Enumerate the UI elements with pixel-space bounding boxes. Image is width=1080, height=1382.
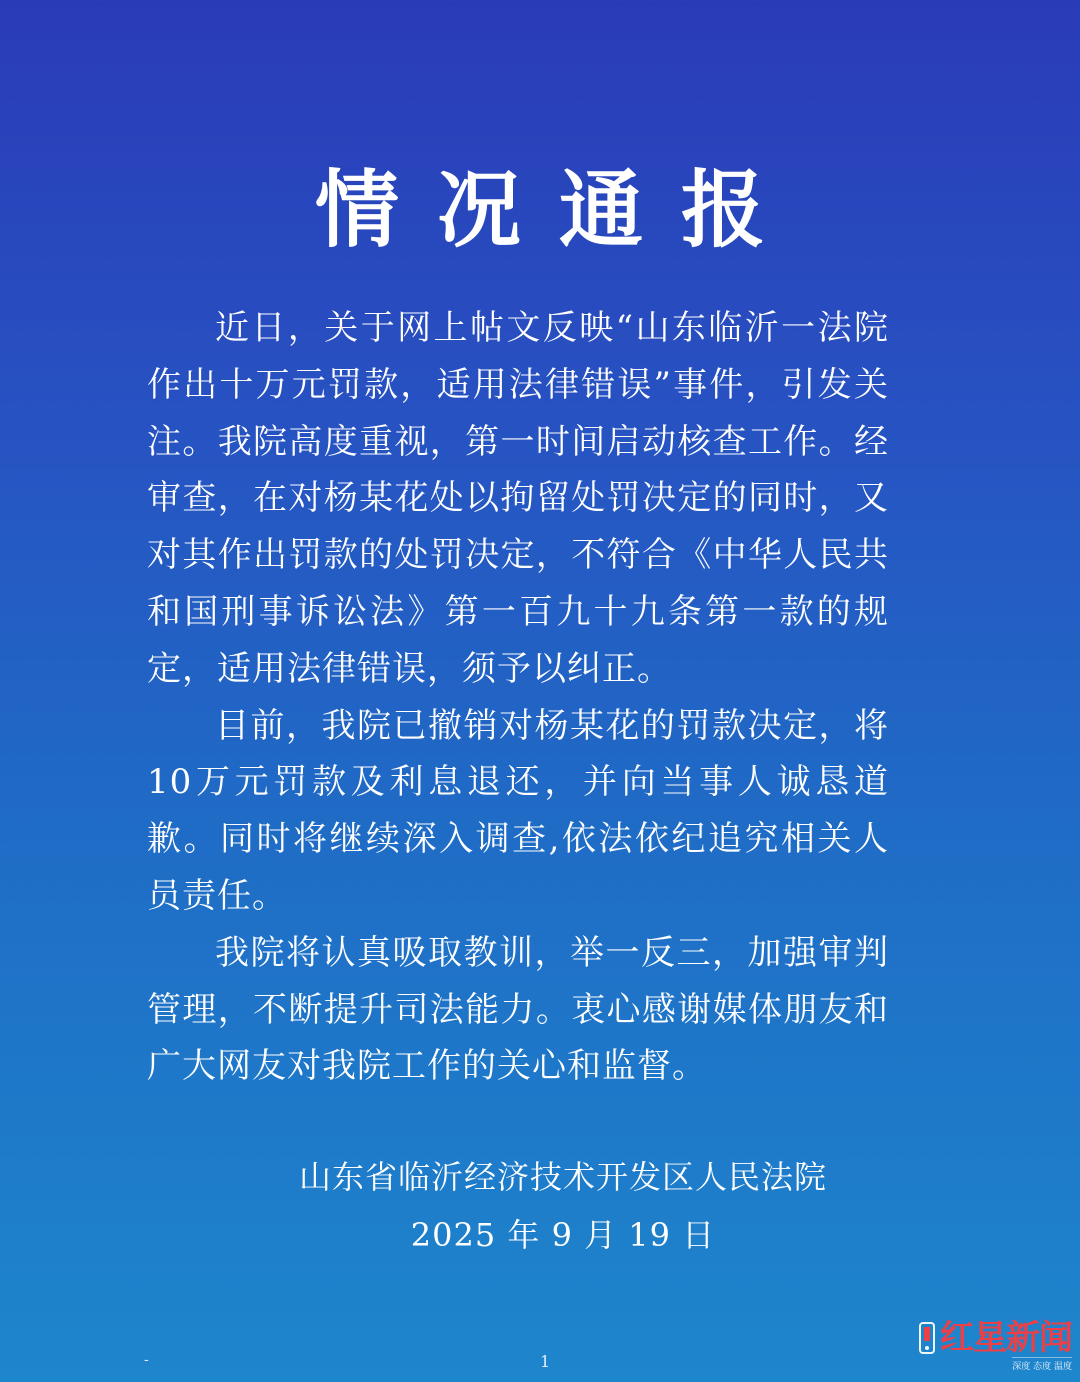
document-title: 情况通报 <box>314 160 803 259</box>
red-star-logo-icon <box>918 1321 936 1355</box>
paragraph-3: 我院将认真吸取教训，举一反三，加强审判管理，不断提升司法能力。衷心感谢媒体朋友和广大网友对我院工作的关心和监督。 <box>147 932 889 1087</box>
document-body <box>147 300 889 1095</box>
signature-organization: 山东省临沂经济技术开发区人民法院 <box>298 1158 827 1196</box>
page-number: 1 <box>540 1352 551 1371</box>
paragraph-2: 目前，我院已撤销对杨某花的罚款决定，将10万元罚款及利息退还，并向当事人诚恳道歉。同时将继续深入调查,依法依纪追究相关人员责任。 <box>147 705 889 916</box>
footer-mark: - <box>144 1352 149 1368</box>
paragraph-1: 近日，关于网上帖文反映“山东临沂一法院作出十万元罚款，适用法律错误”事件，引发关注。我院高度重视，第一时间启动核查工作。经审查，在对杨某花处以拘留处罚决定的同时，又对其作出罚款的处罚决定，不符合《中华人民共和国刑事诉讼法》第一百九十九条第一款的规定，适用法律错误，须予以纠正。 <box>147 308 889 689</box>
brand-watermark <box>918 1318 1072 1372</box>
signature-date: 2025 年 9 月 19 日 <box>410 1216 716 1254</box>
watermark-tagline: 深度 态度 温度 <box>1012 1357 1072 1372</box>
watermark-brand: 红星新闻 <box>940 1318 1072 1358</box>
